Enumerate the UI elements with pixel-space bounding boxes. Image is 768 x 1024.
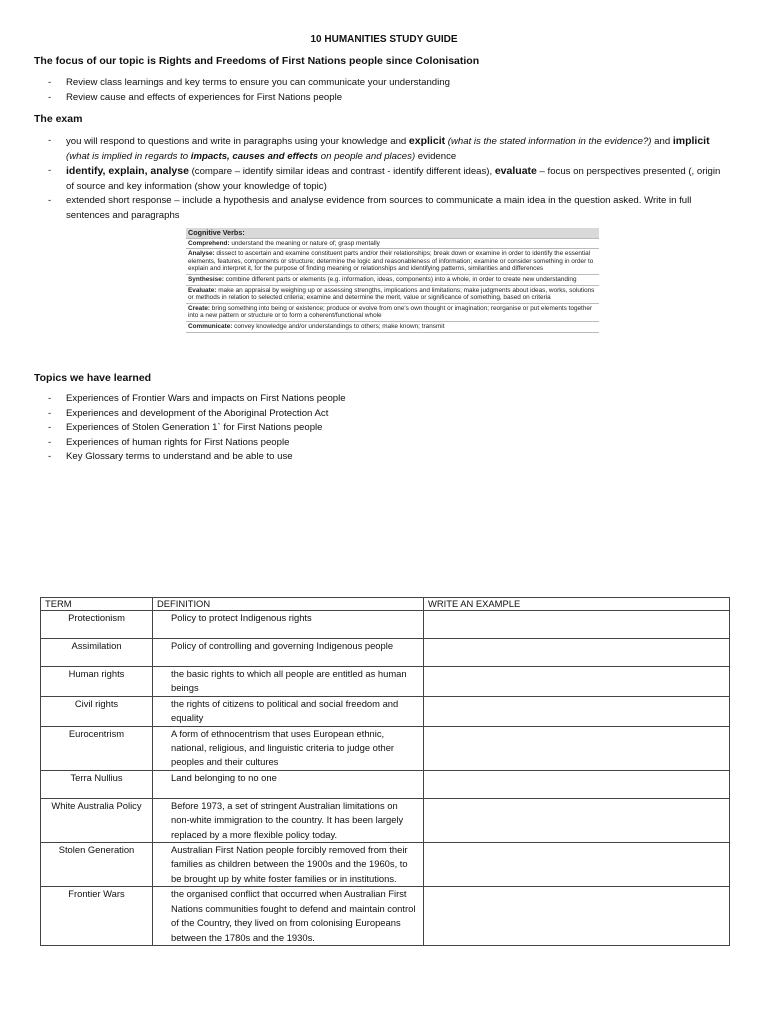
table-row [41, 611, 730, 639]
example-cell[interactable] [424, 770, 730, 798]
example-cell[interactable] [424, 639, 730, 667]
table-row [41, 887, 730, 946]
definition-cell: the basic rights to which all people are entitled as human beings [153, 667, 424, 697]
definition-cell: Policy to protect Indigenous rights [153, 611, 424, 639]
list-item: - Experiences and development of the Aboriginal Protection Act [48, 407, 728, 422]
table-row [41, 843, 730, 887]
topics-list [48, 392, 728, 465]
table-row [41, 770, 730, 798]
definition-cell: A form of ethnocentrism that uses European ethnic, national, religious, and linguistic criteria to judge other peoples and their cultures [153, 726, 424, 770]
term-cell: Terra Nullius [41, 770, 153, 798]
table-row [41, 696, 730, 726]
definition-cell: Land belonging to no one [153, 770, 424, 798]
term-cell: Frontier Wars [41, 887, 153, 946]
term-cell: Eurocentrism [41, 726, 153, 770]
list-item: - Review cause and effects of experiences for First Nations people [48, 91, 728, 106]
table-row [41, 667, 730, 697]
definition-cell: Policy of controlling and governing Indigenous people [153, 639, 424, 667]
definition-cell: the rights of citizens to political and social freedom and equality [153, 696, 424, 726]
table-header-row [41, 598, 730, 611]
list-item: - Review class learnings and key terms to ensure you can communicate your understanding [48, 76, 728, 91]
definition-cell: Before 1973, a set of stringent Australian limitations on non-white immigration to the country. It has been largely replaced by a more flexible policy today. [153, 798, 424, 842]
table-row [41, 726, 730, 770]
cognitive-verb-row: Evaluate: make an appraisal by weighing up or assessing strengths, implications and limitations; make judgments about ideas, works, solutions or methods in relation to selected criteria; examine and determine the merit, value or significance of something, based on criteria [186, 286, 599, 304]
example-cell[interactable] [424, 843, 730, 887]
list-item: - Key Glossary terms to understand and be able to use [48, 450, 728, 465]
page-title: 10 HUMANITIES STUDY GUIDE [310, 34, 458, 45]
list-item: - Experiences of Stolen Generation 1` for First Nations people [48, 421, 728, 436]
example-cell[interactable] [424, 696, 730, 726]
cognitive-verbs-header: Cognitive Verbs: [186, 228, 599, 239]
cognitive-verb-row: Create: bring something into being or existence; produce or evolve from one's own thought or imagination; reorganise or put elements together into a new pattern or structure or to form a coherent/functional whole [186, 304, 599, 322]
cognitive-verb-row: Synthesise: combine different parts or elements (e.g. information, ideas, components) into a whole, in order to create new understanding [186, 275, 599, 286]
example-cell[interactable] [424, 798, 730, 842]
focus-list [48, 76, 728, 105]
cognitive-verb-row: Communicate: convey knowledge and/or understandings to others; make known; transmit [186, 322, 599, 333]
table-row [41, 798, 730, 842]
cognitive-verb-row: Comprehend: understand the meaning or nature of; grasp mentally [186, 239, 599, 250]
term-cell: Protectionism [41, 611, 153, 639]
term-cell: Civil rights [41, 696, 153, 726]
list-item: - extended short response – include a hypothesis and analyse evidence from sources to communicate a main idea in the question asked. Write in full sentences and paragraphs [48, 194, 728, 223]
table-row [41, 639, 730, 667]
column-header-example: WRITE AN EXAMPLE [424, 598, 730, 611]
topics-heading: Topics we have learned [34, 372, 152, 384]
example-cell[interactable] [424, 611, 730, 639]
example-cell[interactable] [424, 667, 730, 697]
example-cell[interactable] [424, 887, 730, 946]
term-cell: Human rights [41, 667, 153, 697]
list-item: - you will respond to questions and write in paragraphs using your knowledge and explicit (what is the stated information in the evidence?) and implicit (what is implied in regards to impacts, causes and effects on people and places) evidence [48, 134, 728, 164]
glossary-table [40, 597, 730, 946]
term-cell: Stolen Generation [41, 843, 153, 887]
example-cell[interactable] [424, 726, 730, 770]
term-cell: Assimilation [41, 639, 153, 667]
cognitive-verbs-box [186, 228, 599, 333]
cognitive-verb-row: Analyse: dissect to ascertain and examine constituent parts and/or their relationships; break down or examine in order to identify the essential elements, features, components or structure; determine the logic and reasonableness of information; examine or consider something in order to explain and interpret it, for the purpose of finding meaning or relationships and identifying patterns, similarities and differences [186, 249, 599, 275]
focus-heading: The focus of our topic is Rights and Freedoms of First Nations people since Colonisation [34, 55, 480, 67]
exam-list [48, 134, 728, 223]
definition-cell: Australian First Nation people forcibly removed from their families as children between the 1900s and the 1960s, to be brought up by white foster families or in institutions. [153, 843, 424, 887]
list-item: - Experiences of human rights for First Nations people [48, 436, 728, 451]
term-cell: White Australia Policy [41, 798, 153, 842]
column-header-term: TERM [41, 598, 153, 611]
column-header-definition: DEFINITION [153, 598, 424, 611]
list-item: - Experiences of Frontier Wars and impacts on First Nations people [48, 392, 728, 407]
exam-heading: The exam [34, 113, 83, 125]
list-item: - identify, explain, analyse (compare – identify similar ideas and contrast - identify different ideas), evaluate – focus on perspectives presented (, origin of source and key information (show your knowledge of topic) [48, 164, 728, 194]
definition-cell: the organised conflict that occurred when Australian First Nations communities fought to defend and maintain control of the Country, they lived on from colonising Europeans between the 1780s and the 1930s. [153, 887, 424, 946]
